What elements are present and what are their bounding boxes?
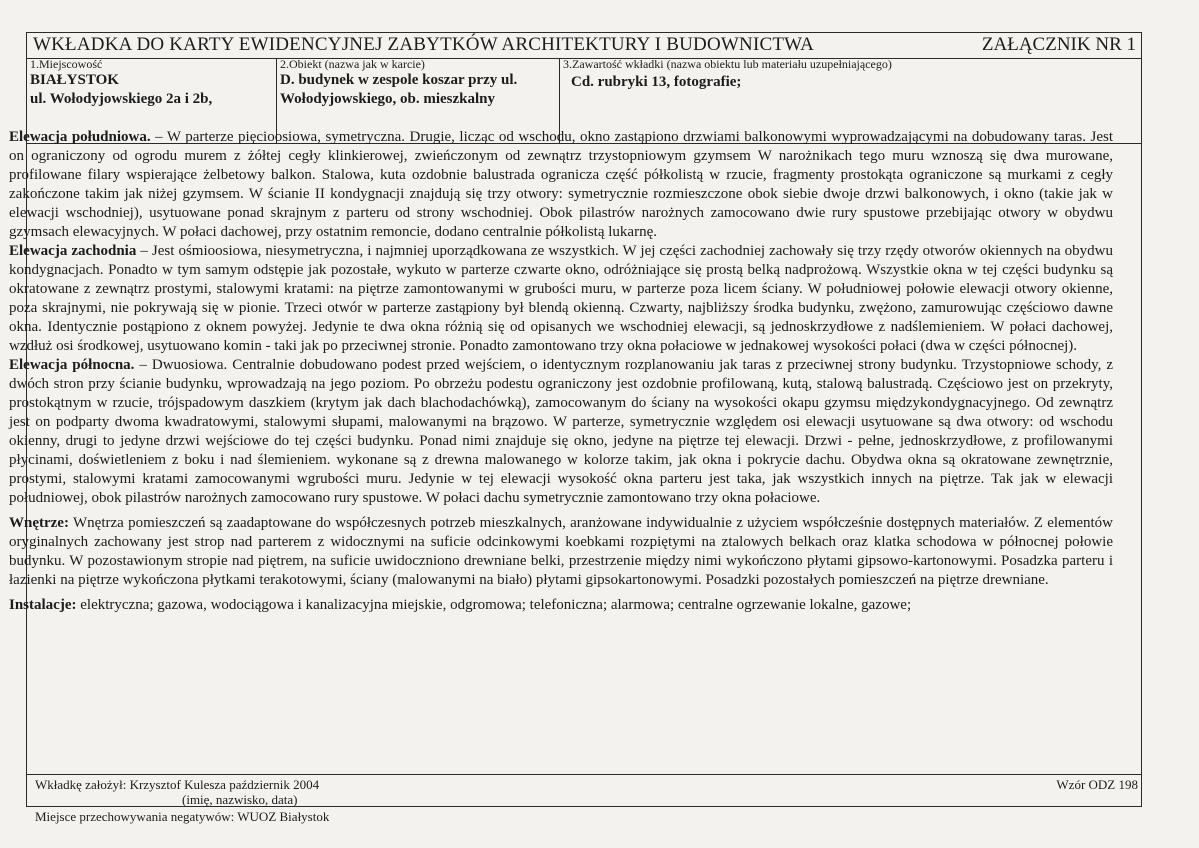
annex-label: ZAŁĄCZNIK NR 1 [981, 34, 1136, 55]
section-heading: Elewacja zachodnia [9, 243, 137, 259]
header-row [27, 33, 1141, 59]
object-label: 2.Obiekt (nazwa jak w karcie) [280, 57, 425, 71]
location-city: BIAŁYSTOK [30, 72, 119, 88]
section-interior [9, 514, 1113, 590]
section-text: Wnętrza pomieszczeń są zaadaptowane do współczesnych potrzeb mieszkalnych, aranżowane indywidualnie z użyciem współcześnie dostępnych materiałów. Z elementów oryginalnych zachowany jest strop nad parterem z widocznymi na suficie odcinkowymi koebkami rozpiętymi na ztalowych belkach oraz klatka schodowa w północnej połowie budynku. W pozostawionym stropie nad piętrem, na suficie uwidoczniono drewniane belki, przestrzenie między nimi wykończono płytami gipsowo-kartonowymi. Posadzka parteru i łazienki na piętrze wykończona płytkami terakotowymi, ściany (malowanymi na biało) płytami gipsokartonowymi. Posadzki pozostałych pomieszczeń na piętrze drewniane. [9, 515, 1113, 588]
section-north-elevation [9, 356, 1113, 508]
content-label: 3.Zawartość wkładki (nazwa obiektu lub materiału uzupełniającego) [563, 57, 892, 71]
section-heading: Elewacja południowa. [9, 129, 151, 145]
location-street: ul. Wołodyjowskiego 2a i 2b, [30, 91, 213, 107]
object-name-line2: Wołodyjowskiego, ob. mieszkalny [280, 91, 496, 107]
section-text: elektryczna; gazowa, wodociągowa i kanalizacyjna miejskie, odgromowa; telefoniczna; alarmowa; centralne ogrzewanie lokalne, gazowe; [76, 597, 912, 613]
section-west-elevation [9, 242, 1113, 356]
footer [27, 774, 1141, 809]
location-label: 1.Miejscowość [30, 57, 103, 71]
section-text: – W parterze pięcioosiowa, symetryczna. Drugie, licząc od wschodu, okno zastąpiono drzwiami balkonowymi wyprowadzającymi na dobudowany taras. Jest on ograniczony od ogrodu murem z żółtej cegły klinkierowej, zwieńczonym od zewnątrz trzystopniowym gzymsem W narożnikach tego muru wznoszą się dwa murowane, profilowane filary wspierające żelbetowy balkon. Stalowa, kuta ozdobnie balustrada ogranicza część półkolistą w rzucie, fragmenty prostokąta ograniczone są murkami z cegły zakończone takim jak niżej gzymsem. W ścianie II kondygnacji znajdują się trzy otwory: symetrycznie rozmieszczone obok siebie dwoje drzwi balkonowych, i okno (takie jak w elewacji wschodniej), usytuowane ponad skrajnym z parteru od strony wschodniej. Obok pilastrów narożnych zamocowano dwie rury spustowe przebijając otwory w obydwu gzymsach elewacyjnych. W połaci dachowej, przy ostatnim remoncie, dodano centralnie półkolistą lukarnę. [9, 129, 1114, 240]
description-body [9, 128, 1113, 615]
object-name-line1: D. budynek w zespole koszar przy ul. [280, 72, 518, 88]
section-heading: Elewacja północna. [9, 357, 135, 373]
form-title: WKŁADKA DO KARTY EWIDENCYJNEJ ZABYTKÓW ARCHITEKTURY I BUDOWNICTWA [33, 34, 815, 55]
section-heading: Wnętrze: [9, 515, 69, 531]
prepared-by-caption: (imię, nazwisko, data) [182, 792, 298, 807]
prepared-by: Wkładkę założył: Krzysztof Kulesza październik 2004 [35, 777, 320, 792]
negatives-storage: Miejsce przechowywania negatywów: WUOZ Białystok [35, 809, 330, 824]
section-heading: Instalacje: [9, 597, 77, 613]
section-text: – Dwuosiowa. Centralnie dobudowano podest przed wejściem, o identycznym rozplanowaniu jak taras z przeciwnej strony budynku. Trzystopniowe schody, z dwóch stron przy ścianie budynku, wprowadzają na jego poziom. Po obrzeżu podestu ograniczony jest ozdobnie profilowaną, kutą, stalową balustradą. Częściowo jest on przekryty, prostokątnym w rzucie, trójspadowym daszkiem (krytym jak dach blachodachówką), zamocowanym do ściany na wysokości okapu gzymsu międzykondygnacyjnego. Od zewnątrz jest on podparty dwoma kwadratowymi, stalowymi słupami, malowanymi na brązowo. W parterze, symetrycznie względem osi elewacji usytuowane są dwa otwory: od wschodu okienny, drugi to jedyne drzwi wejściowe do tej części budynku. Ponad nimi znajduje się okno, jedyne na piętrze tej elewacji. Drzwi - pełne, jednoskrzydłowe, z profilowanymi płycinami, doświetleniem z boku i nad ślemieniem. wykonane są z drewna malowanego w kolorze takim, jak okna i pokrycie dachu. Obydwa okna są okratowane zewnętrznie, prostymi, stalowymi kratami zamocowanymi wgrubości muru. Jedynie w tej elewacji wysokość okna parteru jest taka, jak wszystkich innych na piętrze. Tak jak w elewacji południowej, obok pilastrów narożnych zamocowano rury spustowe. W połaci dachu symetrycznie zamontowano trzy okna połaciowe. [9, 357, 1113, 506]
section-installations [9, 596, 1113, 615]
section-text: – Jest ośmioosiowa, niesymetryczna, i najmniej uporządkowana ze wszystkich. W jej części zachodniej zachowały się trzy rzędy otworów okiennych na obydwu kondygnacjach. Ponadto w tym samym odstępie jak pozostałe, wykuto w parterze czwarte okno, odróżniające się prostą belką nadprożową. Wszystkie okna w tej części budynku są okratowane z zewnątrz prostymi, stalowymi kratami: na piętrze zamontowanymi w grubości muru, w parterze poza licem ściany. W południowej połowie elewacji otwory okienne, poza skrajnymi, nie pokrywają się w pionie. Trzeci otwór w parterze zastąpiony był blendą okienną. Czwarty, najbliższy środka budynku, zwężono, zamurowując częściowo dawne okna. Identycznie postąpiono z oknem powyżej. Jedynie te dwa okna różnią się od opisanych we wschodniej elewacji, są jednoskrzydłowe z nadślemieniem. W połaci dachowej, wzdłuż osi środkowej, usytuowano komin - taki jak po przeciwnej stronie. Ponadto zamontowano trzy okna połaciowe w jednakowej wysokości połaci (dwa w części północnej). [9, 243, 1114, 354]
content-value: Cd. rubryki 13, fotografie; [571, 74, 742, 90]
template-code: Wzór ODZ 198 [1056, 777, 1138, 792]
section-south-elevation [9, 128, 1113, 242]
